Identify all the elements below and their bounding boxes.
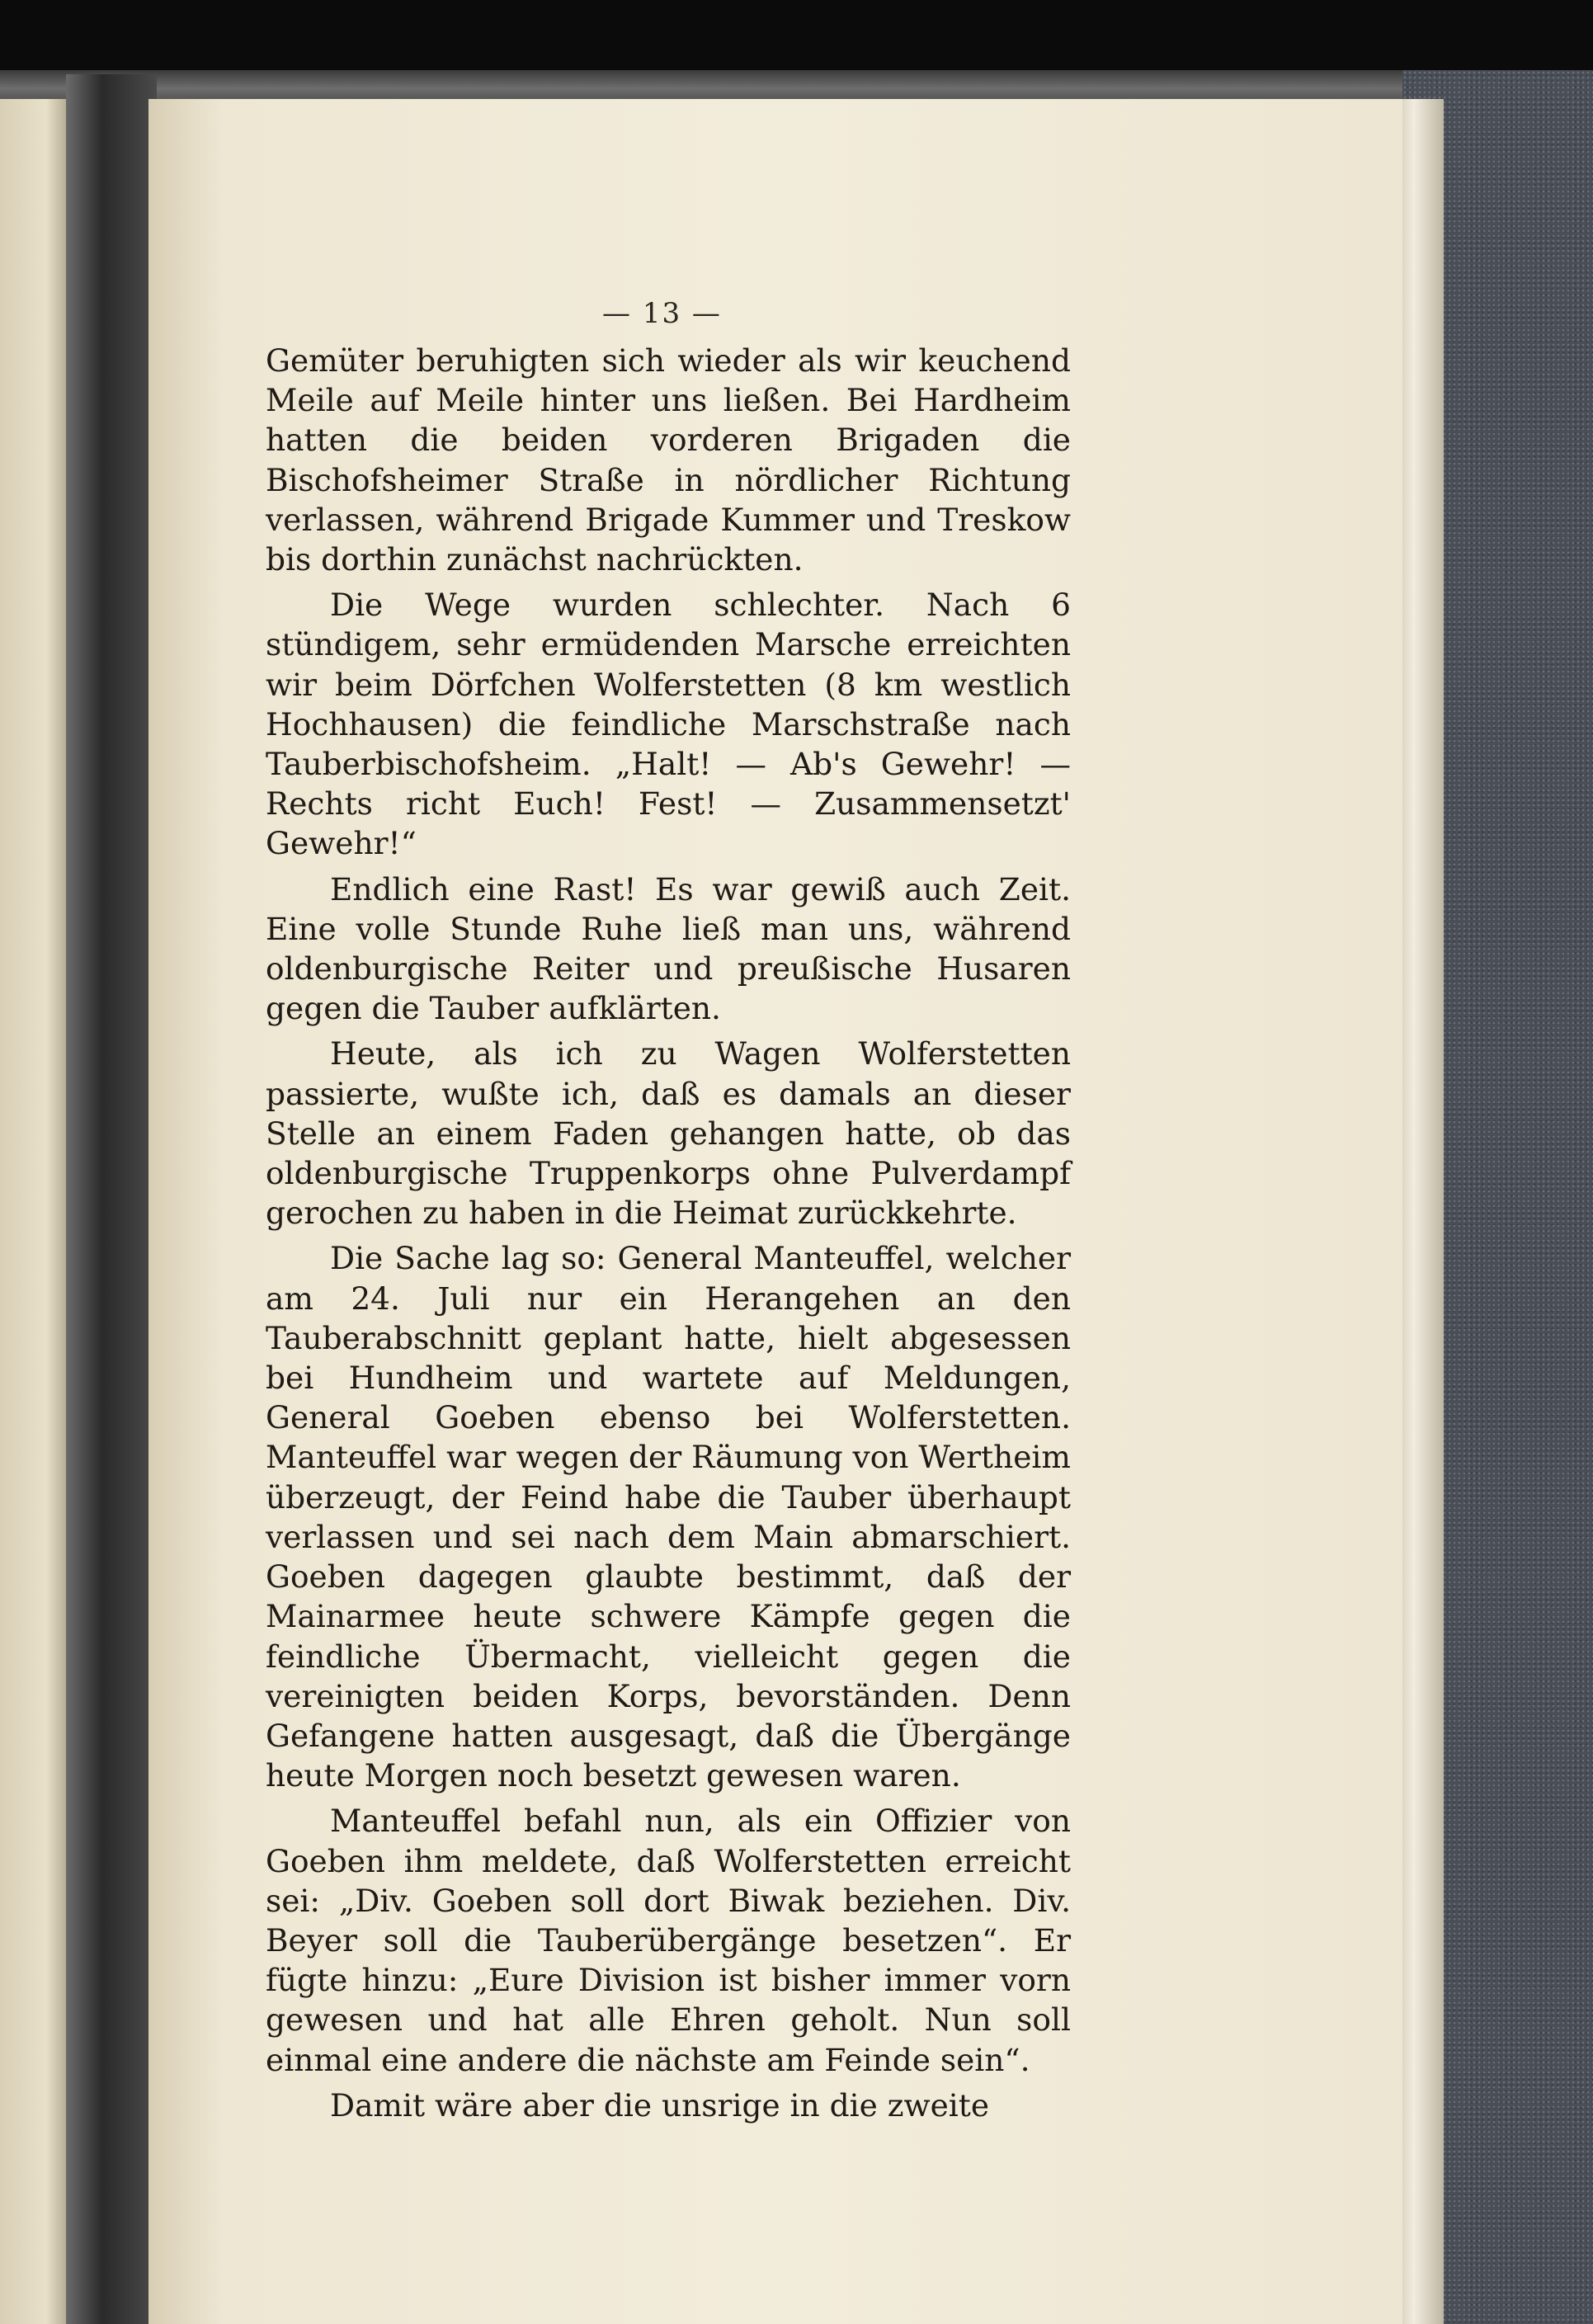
paragraph: Gemüter beruhigten sich wieder als wir keuchend Meile auf Meile hinter uns ließen. Bei Hardheim hatten die beiden vorderen Brigaden die Bischofsheimer Straße in nördlicher Richtung verlassen, während Brigade Kummer und Treskow bis dorthin zunächst nachrückten. (266, 342, 1071, 578)
paragraph: Endlich eine Rast! Es war gewiß auch Zeit. Eine volle Stunde Ruhe ließ man uns, während oldenburgische Reiter und preußische Husaren gegen die Tauber aufklärten. (266, 870, 1071, 1027)
paragraph: Damit wäre aber die unsrige in die zweite (330, 2086, 990, 2124)
paragraph: Manteuffel befahl nun, als ein Offizier von Goeben ihm meldete, daß Wolferstetten erreicht sei: „Div. Goeben soll dort Biwak beziehen. Div. Beyer soll die Tauberübergänge besetzen“. Er fügte hinzu: „Eure Division ist bisher immer vorn gewesen und hat alle Ehren geholt. Nun soll einmal eine andere die nächste am Feinde sein“. (266, 1803, 1071, 2078)
paragraph: Die Wege wurden schlechter. Nach 6 stündigem, sehr ermüdenden Marsche erreichten wir beim Dörfchen Wolferstetten (8 km westlich Hochhausen) die feindliche Marschstraße nach Tauberbischofsheim. „Halt! — Ab's Gewehr! — Rechts richt Euch! Fest! — Zusammensetzt' Gewehr!“ (266, 587, 1071, 862)
paragraph: Die Sache lag so: General Manteuffel, welcher am 24. Juli nur ein Herangehen an den Tauberabschnitt geplant hatte, hielt abgesessen bei Hundheim und wartete auf Meldungen, General Goeben ebenso bei Wolferstetten. Manteuffel war wegen der Räumung von Wertheim überzeugt, der Feind habe die Tauber überhaupt verlassen und sei nach dem Main abmarschiert. Goeben dagegen glaubte bestimmt, daß der Mainarmee heute schwere Kämpfe gegen die feindliche Übermacht, vielleicht gegen die vereinigten beiden Korps, bevorständen. Denn Gefangene hatten ausgesagt, daß die Übergänge heute Morgen noch besetzt gewesen waren. (266, 1240, 1071, 1794)
paragraph: Heute, als ich zu Wagen Wolferstetten passierte, wußte ich, daß es damals an dieser Stelle an einem Faden gehangen hatte, ob das oldenburgische Truppenkorps ohne Pulverdampf gerochen zu haben in die Heimat zurückkehrte. (266, 1035, 1071, 1232)
page-text (266, 341, 1071, 2125)
page-number: — 13 — (602, 297, 722, 330)
book-gutter (66, 74, 157, 2324)
left-page-edge (0, 99, 66, 2324)
